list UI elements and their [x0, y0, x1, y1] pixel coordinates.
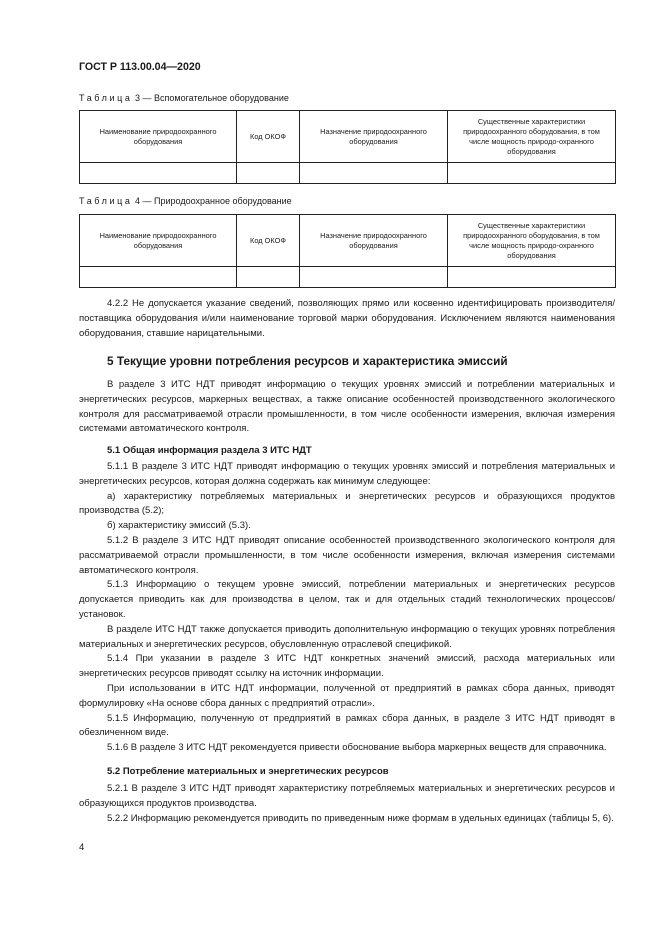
table4-caption — [79, 196, 292, 206]
table3-caption-prefix: Таблица — [79, 93, 133, 103]
table-cell — [448, 267, 616, 288]
table-header-cell: Наименование природоохранного оборудования — [80, 215, 237, 267]
table-cell — [237, 163, 300, 184]
table-header-cell: Код ОКОФ — [237, 215, 300, 267]
paragraph-5-1-3: 5.1.3 Информацию о текущем уровне эмиссий, потреблении материальных и энергетических ресурсов допускается приводить как для производства в целом, так и для отдельных стадий технологических процессов/установок. — [79, 579, 615, 620]
paragraph-5-1-1: 5.1.1 В разделе 3 ИТС НДТ приводят информацию о текущих уровнях эмиссий и потребления материальных и энергетических ресурсов, которая должна содержать как минимум следующее: — [79, 461, 615, 487]
table-cell — [300, 267, 448, 288]
table-header-row — [80, 111, 616, 163]
table-row — [80, 163, 616, 184]
list-item-b: б) характеристику эмиссий (5.3). — [107, 520, 251, 532]
paragraph-5-1-6: 5.1.6 В разделе 3 ИТС НДТ рекомендуется привести обоснование выбора маркерных веществ для справочника. — [107, 742, 607, 754]
table-header-row — [80, 215, 616, 267]
paragraph-5-1-2: 5.1.2 В разделе 3 ИТС НДТ приводят описание особенностей производственного экологического контроля для рассматриваемой отрасли промышленности, в том числе особенности измерения, включая измерения системами автоматического контроля. — [79, 534, 615, 576]
table-cell — [80, 267, 237, 288]
table-header-cell: Наименование природоохранного оборудования — [80, 111, 237, 163]
section51-heading: 5.1 Общая информация раздела 3 ИТС НДТ — [107, 445, 312, 456]
table3-caption-title: 3 — Вспомогательное оборудование — [135, 93, 289, 103]
table3 — [79, 110, 616, 184]
paragraph-5-1-4-b: При использовании в ИТС НДТ информации, полученной от предприятий в рамках сбора данных, приводят формулировку «На основе сбора данных с предприятий отрасли». — [79, 682, 615, 709]
table-header-cell: Код ОКОФ — [237, 111, 300, 163]
document-header: ГОСТ Р 113.00.04—2020 — [79, 61, 201, 73]
table4-caption-prefix: Таблица — [79, 196, 133, 206]
table4-caption-title: 4 — Природоохранное оборудование — [135, 196, 292, 206]
paragraph-4-2-2: 4.2.2 Не допускается указание сведений, позволяющих прямо или косвенно идентифицировать производителя/поставщика оборудования и/или наименование торговой марки оборудования. Исключением являются наименования оборудования, ставшие нарицательными. — [79, 298, 615, 339]
table-cell — [80, 163, 237, 184]
section52-heading: 5.2 Потребление материальных и энергетических ресурсов — [107, 766, 389, 777]
section5-heading: 5 Текущие уровни потребления ресурсов и характеристика эмиссий — [107, 354, 508, 368]
table-cell — [237, 267, 300, 288]
table-header-cell: Существенные характеристики природоохранного оборудования, в том числе мощность природо-охранного оборудования — [448, 215, 616, 267]
table-cell — [448, 163, 616, 184]
table-row — [80, 267, 616, 288]
paragraph-5-1-3-b: В разделе ИТС НДТ также допускается приводить дополнительную информацию о текущих уровнях потребления материальных и энергетических ресурсов, обусловленную отраслевой спецификой. — [79, 623, 615, 650]
paragraph-5-1-5: 5.1.5 Информацию, полученную от предприятий в рамках сбора данных, в разделе 3 ИТС НДТ приводят в обезличенном виде. — [79, 712, 615, 739]
section5-intro: В разделе 3 ИТС НДТ приводят информацию о текущих уровнях эмиссий и потреблении материальных и энергетических ресурсов, маркерных веществах, а также описание особенностей производственного экологического контроля для рассматриваемой отрасли промышленности, в том числе особенности измерения, включая измерения системами автоматического контроля. — [79, 379, 615, 435]
table4 — [79, 214, 616, 288]
paragraph-5-2-2: 5.2.2 Информацию рекомендуется приводить по приведенным ниже формам в удельных единицах (таблицы 5, 6). — [107, 812, 614, 824]
table-cell — [300, 163, 448, 184]
table-header-cell: Назначение природоохранного оборудования — [300, 111, 448, 163]
paragraph-5-1-4: 5.1.4 При указании в разделе 3 ИТС НДТ конкретных значений эмиссий, расхода материальных или энергетических ресурсов приводят ссылку на источник информации. — [79, 653, 615, 680]
page-number: 4 — [79, 842, 85, 853]
paragraph-5-2-1: 5.2.1 В разделе 3 ИТС НДТ приводят характеристику потребляемых материальных и энергетических ресурсов и образующихся продуктов производства. — [79, 783, 615, 809]
section52-body — [79, 782, 615, 826]
table-header-cell: Назначение природоохранного оборудования — [300, 215, 448, 267]
list-item-a: а) характеристику потребляемых материальных и энергетических ресурсов и образующихся продуктов производства (5.2); — [79, 490, 615, 517]
section51-body — [79, 460, 615, 756]
table-header-cell: Существенные характеристики природоохранного оборудования, в том числе мощность природо-охранного оборудования — [448, 111, 616, 163]
table3-caption — [79, 93, 289, 103]
